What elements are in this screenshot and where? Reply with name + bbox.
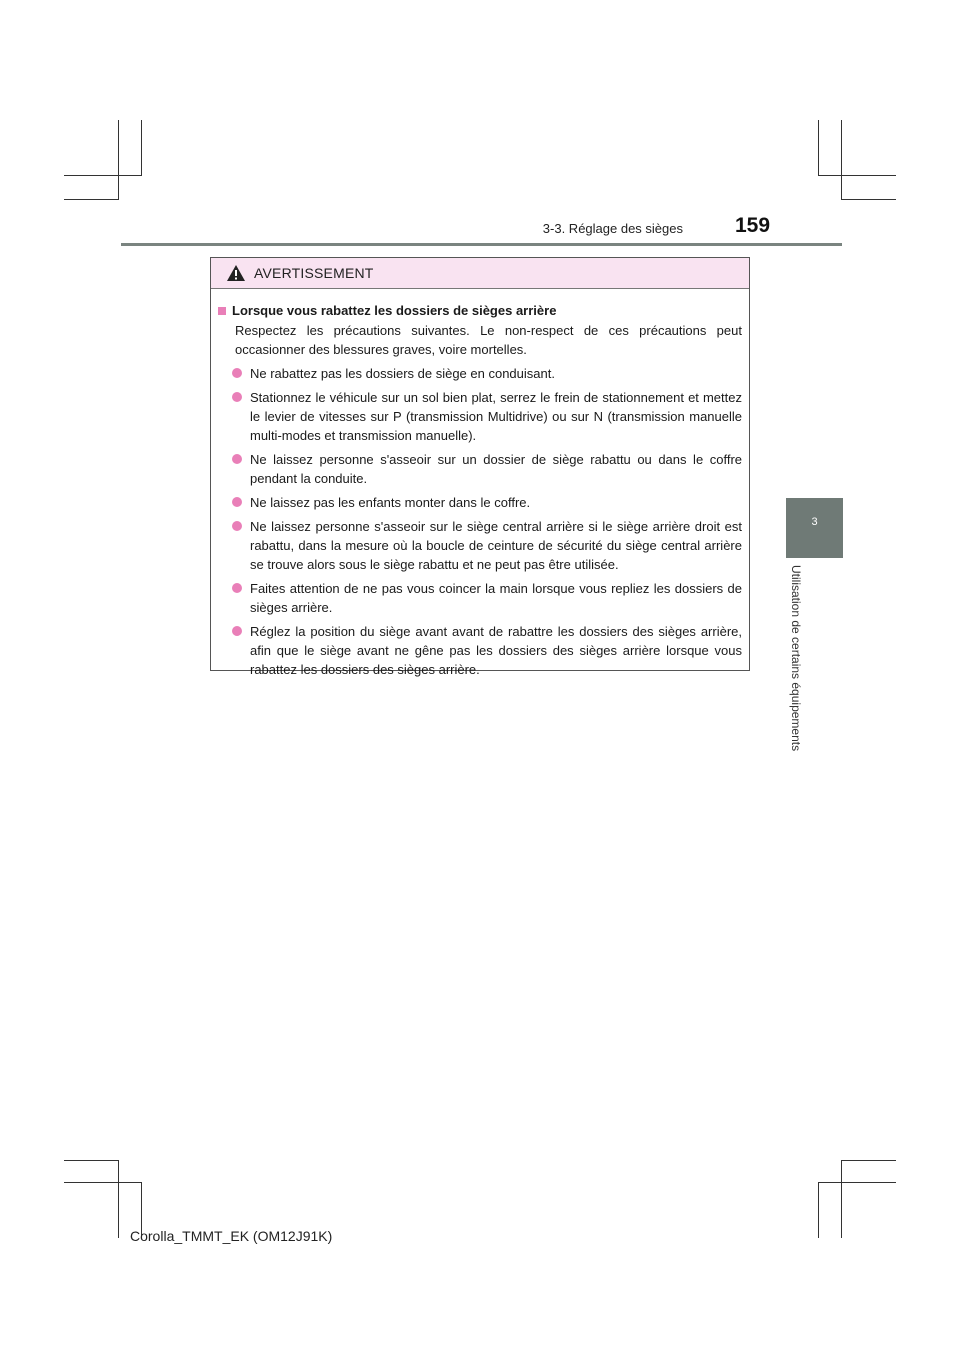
list-item xyxy=(218,517,742,574)
crop-mark xyxy=(818,175,896,176)
warning-header xyxy=(211,258,749,289)
footer-model-code: Corolla_TMMT_EK (OM12J91K) xyxy=(130,1228,333,1244)
crop-mark xyxy=(64,1182,142,1183)
header-rule xyxy=(121,243,842,246)
crop-mark xyxy=(841,1160,896,1161)
list-item xyxy=(218,364,742,383)
chapter-number: 3 xyxy=(811,516,818,528)
list-item xyxy=(218,388,742,445)
list-item xyxy=(218,493,742,512)
list-item-text: Stationnez le véhicule sur un sol bien plat, serrez le frein de stationnement et mettez le levier de vitesses sur P (transmission Multidrive) ou sur N (transmission manuelle multi-modes et transmission manuelle). xyxy=(250,390,742,443)
crop-mark xyxy=(64,175,142,176)
list-item-text: Réglez la position du siège avant avant de rabattre les dossiers des sièges arrière, afin que le siège avant ne gêne pas les dossiers des sièges arrière lorsque vous rabattez les dossiers des sièges arrière. xyxy=(250,624,742,677)
section-heading: 3-3. Réglage des sièges xyxy=(542,221,683,236)
crop-mark xyxy=(118,120,119,200)
square-bullet-icon xyxy=(218,307,226,315)
crop-mark xyxy=(64,1160,119,1161)
list-item-text: Ne laissez pas les enfants monter dans le coffre. xyxy=(250,495,531,510)
list-item xyxy=(218,622,742,679)
list-item-text: Ne laissez personne s'asseoir sur un dossier de siège rabattu ou dans le coffre pendant la conduite. xyxy=(250,452,742,486)
list-item-text: Ne rabattez pas les dossiers de siège en conduisant. xyxy=(250,366,555,381)
crop-mark xyxy=(118,1160,119,1238)
list-item-text: Faites attention de ne pas vous coincer la main lorsque vous repliez les dossiers de sièges arrière. xyxy=(250,581,742,615)
bullet-dot-icon xyxy=(232,583,242,593)
crop-mark xyxy=(841,199,896,200)
crop-mark xyxy=(818,1182,819,1238)
bullet-dot-icon xyxy=(232,368,242,378)
bullet-dot-icon xyxy=(232,497,242,507)
warning-box xyxy=(210,257,750,677)
crop-mark xyxy=(841,120,842,200)
warning-section-title-text: Lorsque vous rabattez les dossiers de sièges arrière xyxy=(232,303,557,318)
bullet-dot-icon xyxy=(232,392,242,402)
bullet-dot-icon xyxy=(232,626,242,636)
list-item xyxy=(218,579,742,617)
bullet-dot-icon xyxy=(232,454,242,464)
warning-intro: Respectez les précautions suivantes. Le non-respect de ces précautions peut occasionner des blessures graves, voire mortelles. xyxy=(235,323,742,357)
warning-title: AVERTISSEMENT xyxy=(254,265,374,281)
bullet-dot-icon xyxy=(232,521,242,531)
crop-mark xyxy=(141,120,142,176)
crop-mark xyxy=(841,1160,842,1238)
warning-section-title xyxy=(218,301,742,320)
warning-triangle-icon xyxy=(226,264,246,282)
crop-mark xyxy=(818,1182,896,1183)
list-item-text: Ne laissez personne s'asseoir sur le siège central arrière si le siège arrière droit est rabattu, dans la mesure où la boucle de ceinture de sécurité du siège central arrière se trouve alors sous le siège rabattu et ne peut pas être utilisée. xyxy=(250,519,742,572)
chapter-title: Utilisation de certains équipements xyxy=(789,565,803,752)
crop-mark xyxy=(64,199,119,200)
chapter-tab xyxy=(786,498,843,558)
page-number: 159 xyxy=(735,214,771,237)
list-item xyxy=(218,450,742,488)
warning-body xyxy=(211,289,749,679)
crop-mark xyxy=(818,120,819,176)
